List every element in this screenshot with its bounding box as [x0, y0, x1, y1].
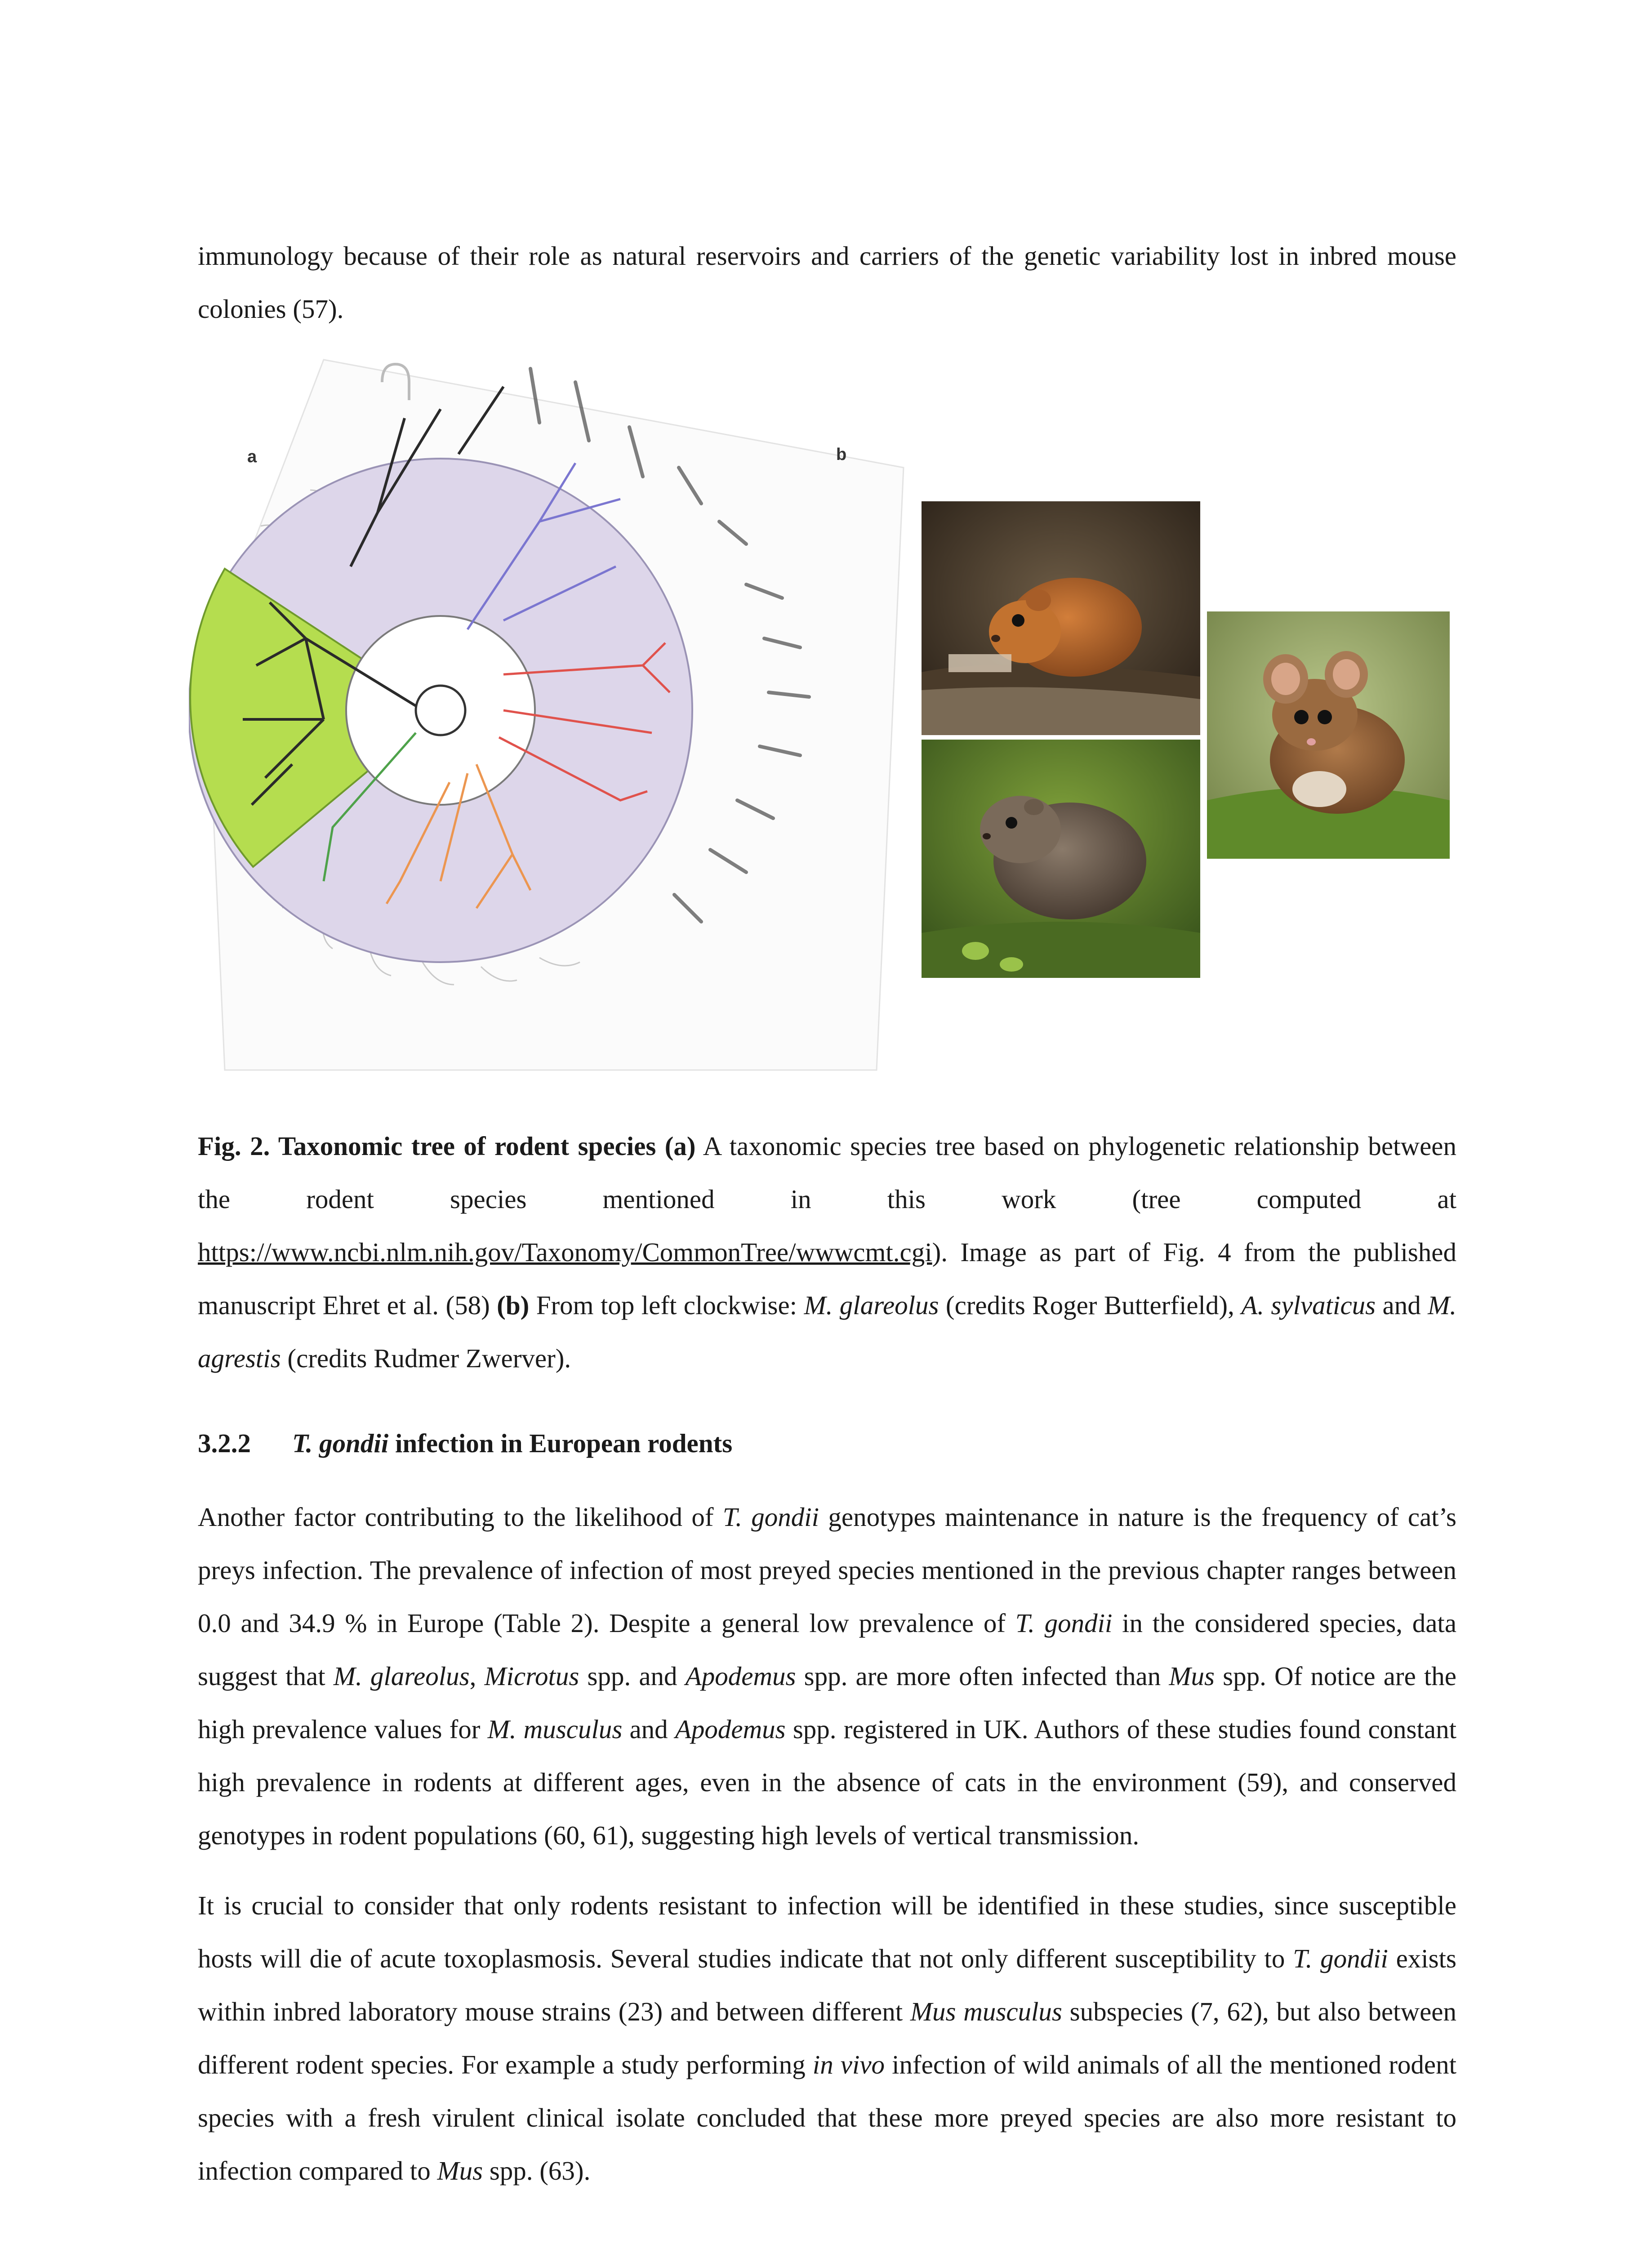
italic-run: T. gondii	[1293, 1944, 1388, 1973]
taxonomic-tree-image	[189, 351, 908, 1075]
text-run: exists within inbred laboratory mouse strains (23) and between different	[198, 1944, 1456, 2026]
caption-b-marker: (b)	[497, 1290, 530, 1320]
species-name: M. agrestis	[198, 1290, 1457, 1373]
text-run: spp. and	[579, 1661, 686, 1691]
caption-b-text-1: From top left clockwise:	[529, 1290, 804, 1320]
italic-run: in vivo	[812, 2050, 885, 2079]
text-run: genotypes maintenance in nature is the frequency of cat’s preys infection. The prevalence of infection of most preyed species mentioned in the previous chapter ranges between 0.0 and 34.9 % in Europe (Table 2). Despite a general low prevalence of	[198, 1502, 1456, 1638]
text-run: spp. Of notice are the high prevalence values for	[198, 1661, 1456, 1744]
text-run: Another factor contributing to the likelihood of	[198, 1502, 723, 1532]
photo-m-glareolus	[922, 501, 1200, 735]
text-run: spp. registered in UK. Authors of these studies found constant high prevalence in rodents at different ages, even in the absence of cats in the environment (59), and conserved genotypes in rodent populations (60, 61), suggesting high levels of vertical transmission.	[198, 1714, 1456, 1850]
section-heading	[198, 1425, 732, 1461]
text-run: spp. are more often infected than	[796, 1661, 1169, 1691]
text-run: ,	[469, 1661, 485, 1691]
italic-run: Microtus	[484, 1661, 579, 1691]
italic-run: M. musculus	[487, 1714, 623, 1744]
text-run: subspecies (7, 62), but also between different rodent species. For example a study performing	[198, 1997, 1456, 2079]
italic-run: Mus	[1169, 1661, 1215, 1691]
caption-text	[198, 1120, 1456, 1385]
panel-a-label: a	[247, 447, 257, 466]
italic-run: Apodemus	[675, 1714, 786, 1744]
caption-a-text-2: ). Image as part of Fig. 4 from the published manuscript Ehret et al. (58)	[198, 1237, 1456, 1320]
italic-run: M. glareolus	[333, 1661, 470, 1691]
caption-b-text-4: (credits Rudmer Zwerver).	[281, 1343, 571, 1373]
intro-paragraph	[198, 229, 1456, 335]
caption-b-text-3: and	[1376, 1290, 1428, 1320]
species-name: A. sylvaticus	[1241, 1290, 1376, 1320]
italic-run: Mus musculus	[910, 1997, 1062, 2026]
body-text	[198, 1490, 1456, 2197]
text-run: spp. (63).	[483, 2156, 591, 2186]
taxonomic-tree-panel	[189, 351, 908, 1075]
caption-a-text-1: A taxonomic species tree based on phylogenetic relationship between the rodent species mentioned in this work (tree computed at	[198, 1131, 1456, 1214]
paragraph-text: immunology because of their role as natural reservoirs and carriers of the genetic variability lost in inbred mouse colonies (57).	[198, 241, 1456, 324]
italic-run: T. gondii	[1015, 1608, 1113, 1638]
section-number: 3.2.2	[198, 1428, 251, 1458]
figure-2	[189, 351, 1456, 1075]
species-name: M. glareolus	[804, 1290, 939, 1320]
text-run: in the considered species, data suggest that	[198, 1608, 1457, 1691]
caption-b-text-2: (credits Roger Butterfield),	[939, 1290, 1242, 1320]
panel-b-label: b	[836, 445, 847, 464]
body-paragraph-1	[198, 1490, 1456, 1862]
text-run: infection of wild animals of all the mentioned rodent species with a fresh virulent clinical isolate concluded that these more preyed species are also more resistant to infection compared to	[198, 2050, 1456, 2186]
text-run: and	[622, 1714, 675, 1744]
section-title-rest: infection in European rodents	[388, 1428, 733, 1458]
photo-a-sylvaticus	[1207, 611, 1450, 859]
text-run: It is crucial to consider that only rodents resistant to infection will be identified in these studies, since susceptible hosts will die of acute toxoplasmosis. Several studies indicate that not only different susceptibility to	[198, 1891, 1456, 1973]
section-title-italic: T. gondii	[292, 1428, 389, 1458]
figure-caption	[198, 1120, 1456, 1385]
ncbi-taxonomy-link[interactable]: https://www.ncbi.nlm.nih.gov/Taxonomy/CommonTree/wwwcmt.cgi	[198, 1237, 932, 1267]
caption-a-marker: (a)	[664, 1131, 696, 1161]
italic-run: Mus	[437, 2156, 483, 2186]
italic-run: T. gondii	[722, 1502, 819, 1532]
caption-label: Fig. 2. Taxonomic tree of rodent species	[198, 1131, 656, 1161]
body-paragraph-2	[198, 1879, 1456, 2197]
photo-m-agrestis	[922, 740, 1200, 978]
italic-run: Apodemus	[685, 1661, 796, 1691]
